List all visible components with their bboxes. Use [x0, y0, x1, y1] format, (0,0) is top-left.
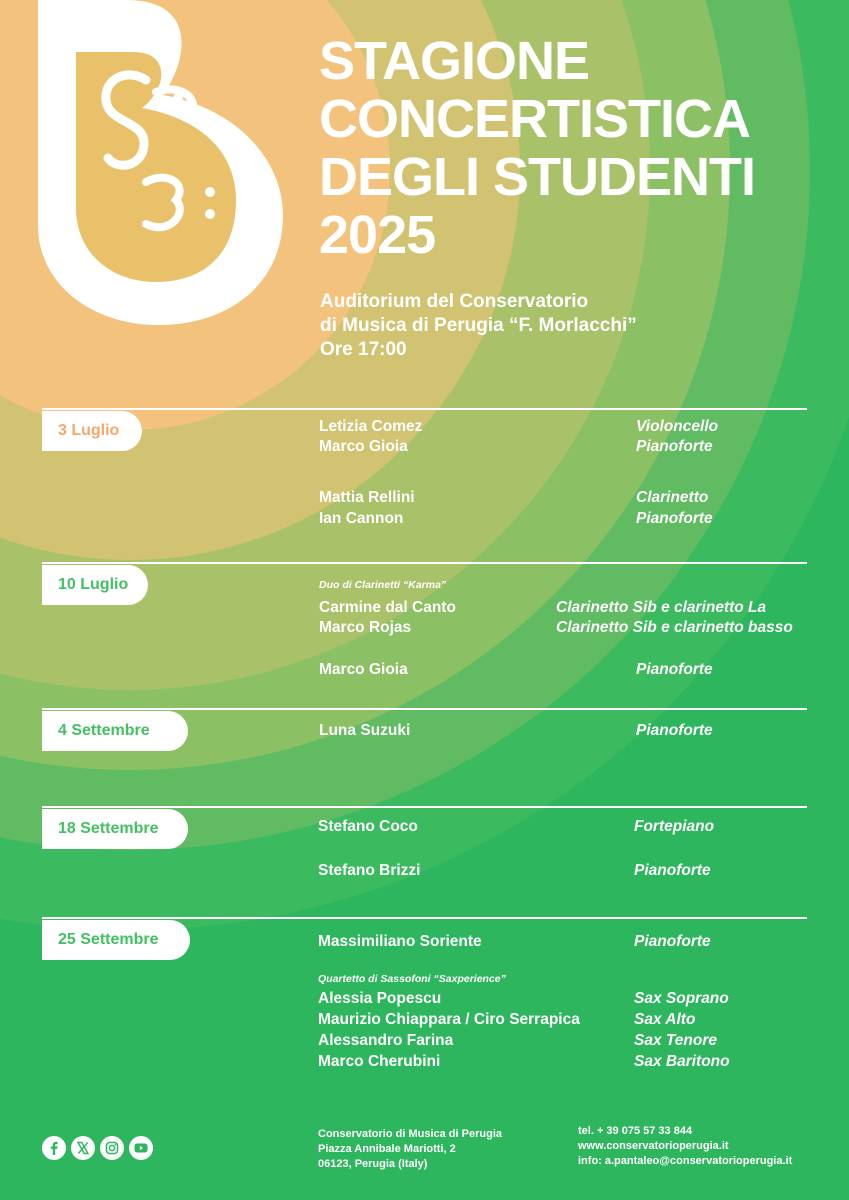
performer-instrument: Clarinetto Sib e clarinetto basso [556, 619, 793, 636]
page-title [319, 32, 755, 264]
performer-instrument: Pianoforte [636, 661, 713, 678]
performer-instrument: Sax Alto [634, 1011, 696, 1028]
performer-instrument: Pianoforte [636, 438, 713, 455]
performer-instrument: Violoncello [636, 418, 719, 435]
performer-name: Marco Gioia [319, 438, 408, 455]
performer-instrument: Clarinetto Sib e clarinetto La [556, 599, 767, 616]
website-link[interactable]: www.conservatorioperugia.it [578, 1140, 729, 1152]
title-line: STAGIONE [319, 31, 590, 91]
performer-name: Letizia Comez [319, 418, 423, 435]
performer-name: Mattia Rellini [319, 489, 415, 506]
address-line: 06123, Perugia (Italy) [318, 1158, 428, 1170]
performer-name: Marco Rojas [319, 619, 412, 636]
address-line: Piazza Annibale Mariotti, 2 [318, 1143, 456, 1155]
performer-name: Ian Cannon [319, 510, 404, 527]
performer-instrument: Pianoforte [636, 722, 713, 739]
performer-name: Maurizio Chiappara / Ciro Serrapica [318, 1011, 580, 1028]
performer-name: Stefano Coco [318, 818, 418, 835]
concert-date: 10 Luglio [42, 565, 148, 605]
performer-instrument: Pianoforte [634, 862, 711, 879]
performer-name: Marco Gioia [319, 661, 408, 678]
title-line: CONCERTISTICA [319, 89, 750, 149]
performer-name: Marco Cherubini [318, 1053, 441, 1070]
address-line: Conservatorio di Musica di Perugia [318, 1128, 502, 1140]
section-divider [42, 408, 807, 410]
performer-name: Alessandro Farina [318, 1032, 454, 1049]
performer-instrument: Fortepiano [634, 818, 715, 835]
performer-instrument: Clarinetto [636, 489, 709, 506]
footer-address [318, 1127, 502, 1172]
title-line: DEGLI STUDENTI [319, 147, 756, 207]
conservatory-monogram-logo [38, 0, 288, 330]
performer-name: Massimiliano Soriente [318, 933, 482, 950]
concert-date: 4 Settembre [42, 711, 188, 751]
ensemble-name: Duo di Clarinetti “Karma” [319, 579, 447, 591]
performer-name: Stefano Brizzi [318, 862, 421, 879]
x-icon[interactable] [71, 1136, 95, 1160]
performer-name: Luna Suzuki [319, 722, 411, 739]
performer-instrument: Pianoforte [636, 510, 713, 527]
venue-line: di Musica di Perugia “F. Morlacchi” [320, 315, 637, 336]
section-divider [42, 708, 807, 710]
title-line: 2025 [319, 205, 436, 265]
youtube-icon[interactable] [129, 1136, 153, 1160]
performer-instrument: Sax Tenore [634, 1032, 717, 1049]
venue-info [320, 290, 637, 362]
performer-instrument: Sax Soprano [634, 990, 729, 1007]
section-divider [42, 806, 807, 808]
concert-date: 3 Luglio [42, 411, 142, 451]
performer-instrument: Sax Baritono [634, 1053, 730, 1070]
facebook-icon[interactable] [42, 1136, 66, 1160]
concert-date: 18 Settembre [42, 809, 188, 849]
concert-date: 25 Settembre [42, 920, 190, 960]
concert-time: Ore 17:00 [320, 339, 407, 360]
performer-name: Alessia Popescu [318, 990, 442, 1007]
venue-line: Auditorium del Conservatorio [320, 291, 589, 312]
section-divider [42, 917, 807, 919]
phone-number: tel. + 39 075 57 33 844 [578, 1125, 693, 1137]
performer-instrument: Pianoforte [634, 933, 711, 950]
section-divider [42, 562, 807, 564]
performer-name: Carmine dal Canto [319, 599, 456, 616]
ensemble-name: Quartetto di Sassofoni “Saxperience” [318, 973, 506, 985]
email-link[interactable]: info: a.pantaleo@conservatorioperugia.it [578, 1155, 793, 1167]
footer-contacts [578, 1124, 792, 1169]
instagram-icon[interactable] [100, 1136, 124, 1160]
